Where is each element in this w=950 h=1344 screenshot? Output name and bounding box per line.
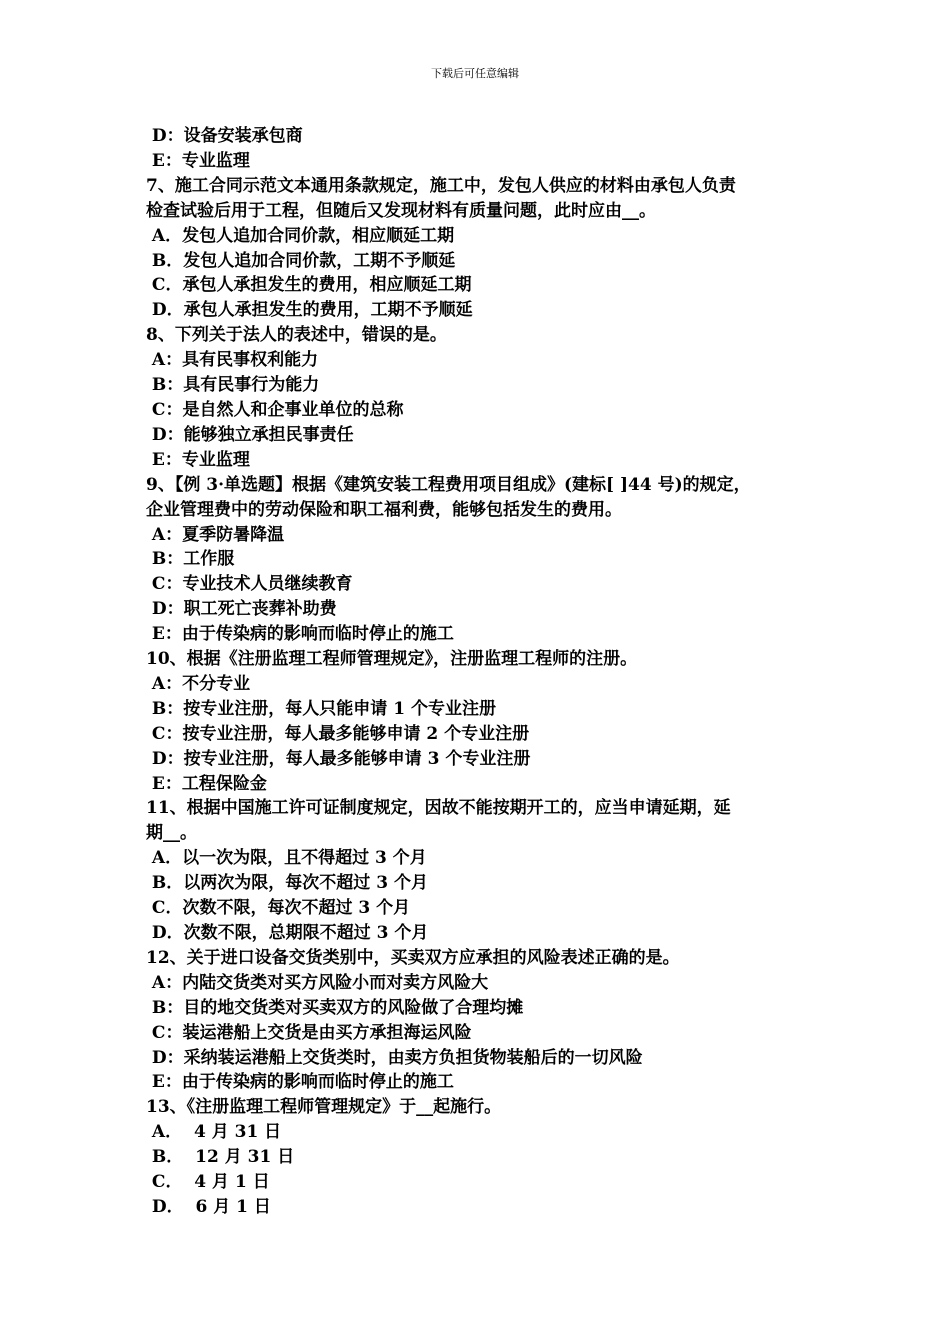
text-line: A：不分专业	[146, 673, 251, 694]
text-line: B：按专业注册，每人只能申请 1 个专业注册	[146, 698, 496, 719]
text-line: B．发包人追加合同价款，工期不予顺延	[146, 250, 456, 271]
text-line: 期__。	[146, 823, 197, 844]
text-line: B．以两次为限，每次不超过 3 个月	[146, 873, 428, 894]
text-line: E：由于传染病的影响而临时停止的施工	[146, 1072, 454, 1093]
text-line: D：设备安装承包商	[146, 126, 303, 146]
text-line: D：按专业注册，每人最多能够申请 3 个专业注册	[146, 748, 531, 769]
text-line: E：由于传染病的影响而临时停止的施工	[146, 624, 454, 645]
text-line: 12、关于进口设备交货类别中，买卖双方应承担的风险表述正确的是。	[146, 947, 680, 968]
text-line: E：专业监理	[146, 150, 250, 171]
text-line: B． 12 月 31 日	[146, 1147, 295, 1168]
text-line: C．次数不限，每次不超过 3 个月	[146, 898, 411, 919]
text-line: C：专业技术人员继续教育	[146, 574, 353, 595]
text-line: A．以一次为限，且不得超过 3 个月	[146, 848, 427, 869]
text-line: B：目的地交货类对买卖双方的风险做了合理均摊	[146, 997, 524, 1018]
text-line: A：具有民事权利能力	[146, 350, 319, 371]
text-line: D．承包人承担发生的费用，工期不予顺延	[146, 300, 473, 321]
text-line: D． 6 月 1 日	[146, 1196, 271, 1217]
text-line: E：专业监理	[146, 449, 250, 470]
text-line: 13、《注册监理工程师管理规定》于__起施行。	[146, 1097, 502, 1118]
text-line: 11、根据中国施工许可证制度规定，因故不能按期开工的，应当申请延期，延	[146, 798, 731, 819]
text-line: A：夏季防暑降温	[146, 524, 285, 545]
text-line: C：按专业注册，每人最多能够申请 2 个专业注册	[146, 723, 530, 744]
text-line: E：工程保险金	[146, 773, 267, 794]
text-line: D：能够独立承担民事责任	[146, 424, 354, 445]
text-line: D：采纳装运港船上交货类时，由卖方负担货物装船后的一切风险	[146, 1047, 643, 1068]
page-header: 下载后可任意编辑	[431, 67, 519, 80]
text-line: 8、下列关于法人的表述中，错误的是。	[146, 325, 447, 346]
document-body	[146, 124, 812, 1220]
text-line: C．承包人承担发生的费用，相应顺延工期	[146, 275, 472, 296]
text-line: A．发包人追加合同价款，相应顺延工期	[146, 225, 455, 246]
text-line: B：具有民事行为能力	[146, 375, 320, 396]
text-line: A：内陆交货类对买方风险小而对卖方风险大	[146, 972, 489, 993]
text-line: 9、【例 3·单选题】根据《建筑安装工程费用项目组成》(建标[ ]44 号)的规定，	[146, 474, 751, 495]
text-line: D：职工死亡丧葬补助费	[146, 599, 337, 620]
text-line: C：是自然人和企事业单位的总称	[146, 399, 404, 420]
text-line: A． 4 月 31 日	[146, 1122, 282, 1143]
text-line: B：工作服	[146, 549, 235, 570]
text-line: 10、根据《注册监理工程师管理规定》，注册监理工程师的注册。	[146, 649, 638, 670]
text-line: 7、施工合同示范文本通用条款规定，施工中，发包人供应的材料由承包人负责	[146, 175, 736, 196]
text-line: C：装运港船上交货是由买方承担海运风险	[146, 1022, 472, 1043]
text-line: C． 4 月 1 日	[146, 1172, 270, 1193]
text-line: D．次数不限，总期限不超过 3 个月	[146, 923, 429, 943]
text-line: 检查试验后用于工程，但随后又发现材料有质量问题，此时应由__。	[146, 200, 656, 221]
text-line: 企业管理费中的劳动保险和职工福利费，能够包括发生的费用。	[146, 499, 622, 520]
